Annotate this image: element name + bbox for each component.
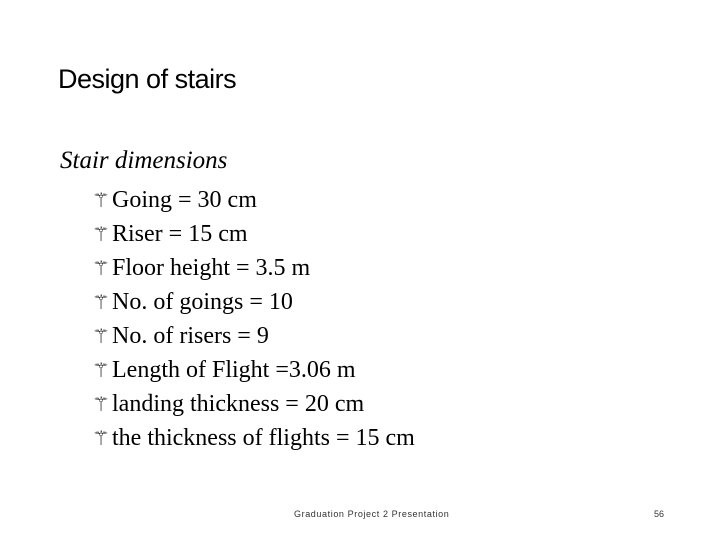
wand-bullet-icon: ⚚ — [92, 290, 110, 314]
slide-title: Design of stairs — [58, 64, 237, 94]
bullet-item — [92, 353, 415, 387]
wand-bullet-icon: ⚚ — [92, 222, 110, 246]
bullet-item — [92, 183, 415, 217]
footer-text: Graduation Project 2 Presentation — [294, 509, 450, 519]
bullet-text: Riser = 15 cm — [112, 221, 248, 247]
bullet-item — [92, 421, 415, 455]
bullet-text: the thickness of flights = 15 cm — [112, 425, 415, 451]
bullet-list — [92, 183, 415, 455]
page-number: 56 — [654, 509, 665, 519]
wand-bullet-icon: ⚚ — [92, 188, 110, 212]
wand-bullet-icon: ⚚ — [92, 392, 110, 416]
bullet-item — [92, 319, 415, 353]
bullet-item — [92, 217, 415, 251]
wand-bullet-icon: ⚚ — [92, 256, 110, 280]
wand-bullet-icon: ⚚ — [92, 324, 110, 348]
bullet-text: No. of goings = 10 — [112, 289, 293, 315]
bullet-text: landing thickness = 20 cm — [112, 391, 365, 417]
wand-bullet-icon: ⚚ — [92, 358, 110, 382]
bullet-item — [92, 251, 415, 285]
bullet-text: Length of Flight =3.06 m — [112, 357, 356, 383]
bullet-text: Floor height = 3.5 m — [112, 255, 311, 281]
section-heading: Stair dimensions — [60, 147, 228, 174]
bullet-item — [92, 285, 415, 319]
bullet-text: Going = 30 cm — [112, 187, 257, 213]
bullet-item — [92, 387, 415, 421]
bullet-text: No. of risers = 9 — [112, 323, 269, 349]
wand-bullet-icon: ⚚ — [92, 426, 110, 450]
